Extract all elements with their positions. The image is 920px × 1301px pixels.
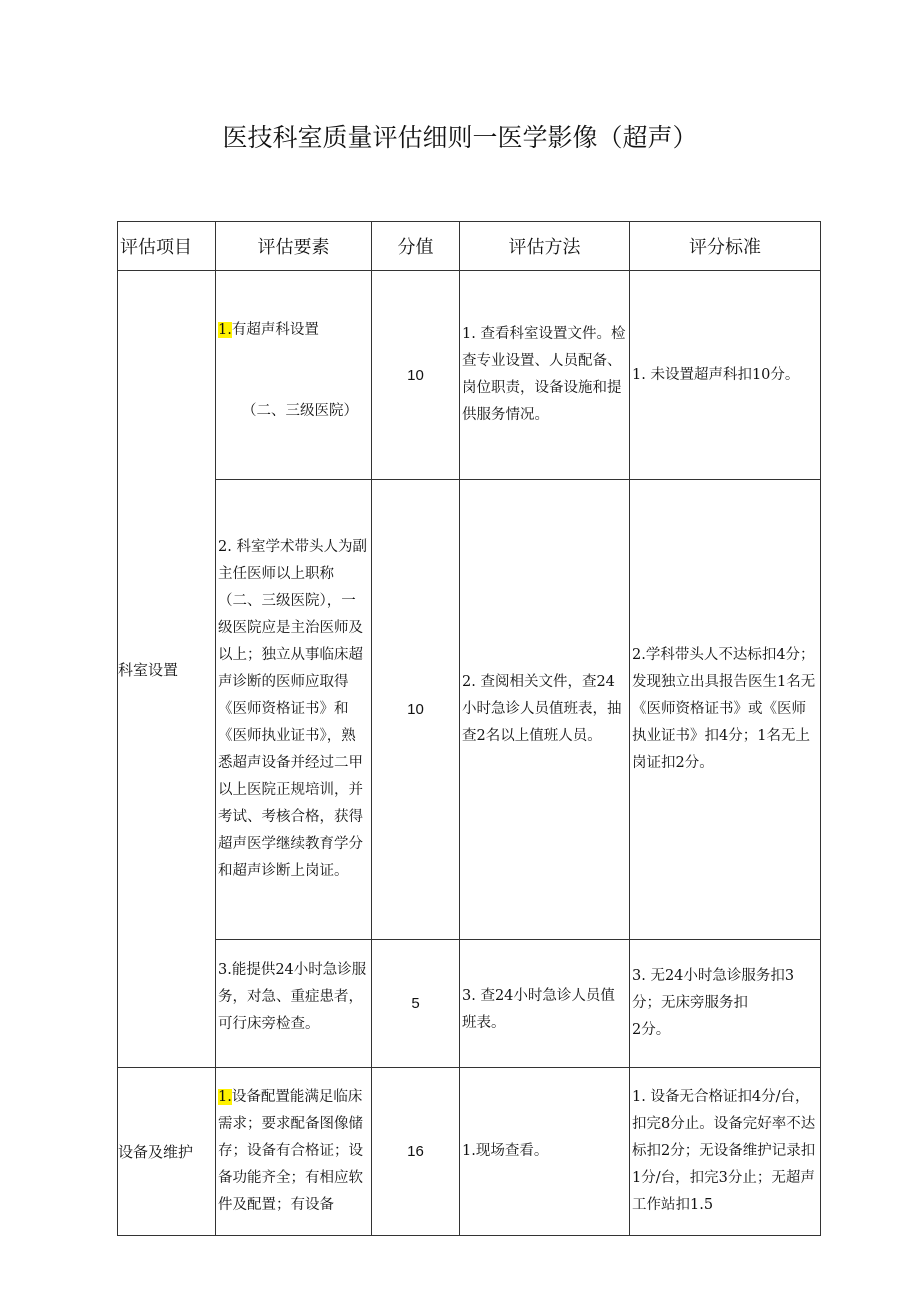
header-standard: 评分标准 (630, 222, 821, 271)
evaluation-table (117, 221, 821, 1236)
row1-element-line2: （二、三级医院） (242, 403, 358, 419)
page-title: 医技科室质量评估细则一医学影像（超声） (222, 123, 698, 152)
row2-element-text: 2. 科室学术带头人为副主任医师以上职称（二、三级医院），一级医院应是主治医师及以上；独立从事临床超声诊断的医师应取得《医师资格证书》和《医师执业证书》，熟悉超声设备并经过二甲以上医院正规培训，并考试、考核合格，获得超声医学继续教育学分和超声诊断上岗证。 (218, 539, 367, 879)
row4-method-text: 1.现场查看。 (462, 1143, 549, 1159)
highlight-num: 1. (218, 322, 232, 338)
row2-standard (630, 480, 821, 940)
row1-score: 10 (372, 271, 460, 480)
row2-method (460, 480, 630, 940)
category-dept-setup: 科室设置 (118, 271, 216, 1068)
row3-element-text: 3.能提供24小时急诊服务，对急、重症患者，可行床旁检查。 (218, 962, 367, 1032)
row4-method (460, 1068, 630, 1236)
header-element: 评估要素 (216, 222, 372, 271)
row1-standard-text: 1. 未设置超声科扣10分。 (632, 366, 800, 383)
row1-element-line1: 有超声科设置 (231, 322, 319, 338)
table-row (118, 480, 821, 940)
table-row (118, 940, 821, 1068)
row2-standard-text: 2.学科带头人不达标扣4分；发现独立出具报告医生1名无《医师资格证书》或《医师执业证书》扣4分；1名无上岗证扣2分。 (632, 647, 816, 771)
row4-element-text: 设备配置能满足临床需求；要求配备图像储存；设备有合格证；设备功能齐全；有相应软件及配置；有设备 (218, 1089, 363, 1213)
table-row (118, 1068, 821, 1236)
row1-element (216, 271, 372, 480)
row1-standard (630, 271, 821, 480)
header-score: 分值 (372, 222, 460, 271)
row1-method-text: 1. 查看科室设置文件。检查专业设置、人员配备、岗位职责，设备设施和提供服务情况。 (462, 326, 626, 423)
row4-standard (630, 1068, 821, 1236)
header-item: 评估项目 (118, 222, 216, 271)
row2-score: 10 (372, 480, 460, 940)
row3-method (460, 940, 630, 1068)
highlight-num: 1. (218, 1089, 232, 1105)
row3-method-text: 3. 查24小时急诊人员值班表。 (462, 987, 615, 1031)
category-equipment: 设备及维护 (118, 1068, 216, 1236)
row3-standard (630, 940, 821, 1068)
row3-element (216, 940, 372, 1068)
row2-element (216, 480, 372, 940)
row4-score: 16 (372, 1068, 460, 1236)
row2-method-text: 2. 查阅相关文件，查24小时急诊人员值班表，抽查2名以上值班人员。 (462, 674, 622, 744)
row3-score: 5 (372, 940, 460, 1068)
header-method: 评估方法 (460, 222, 630, 271)
row3-standard-text: 3. 无24小时急诊服务扣3分；无床旁服务扣 2分。 (632, 968, 795, 1038)
table-row (118, 271, 821, 480)
row4-element (216, 1068, 372, 1236)
row1-method (460, 271, 630, 480)
row4-standard-text: 1. 设备无合格证扣4分/台，扣完8分止。设备完好率不达标扣2分；无设备维护记录扣1分/台，扣完3分止；无超声工作站扣1.5 (632, 1089, 816, 1213)
